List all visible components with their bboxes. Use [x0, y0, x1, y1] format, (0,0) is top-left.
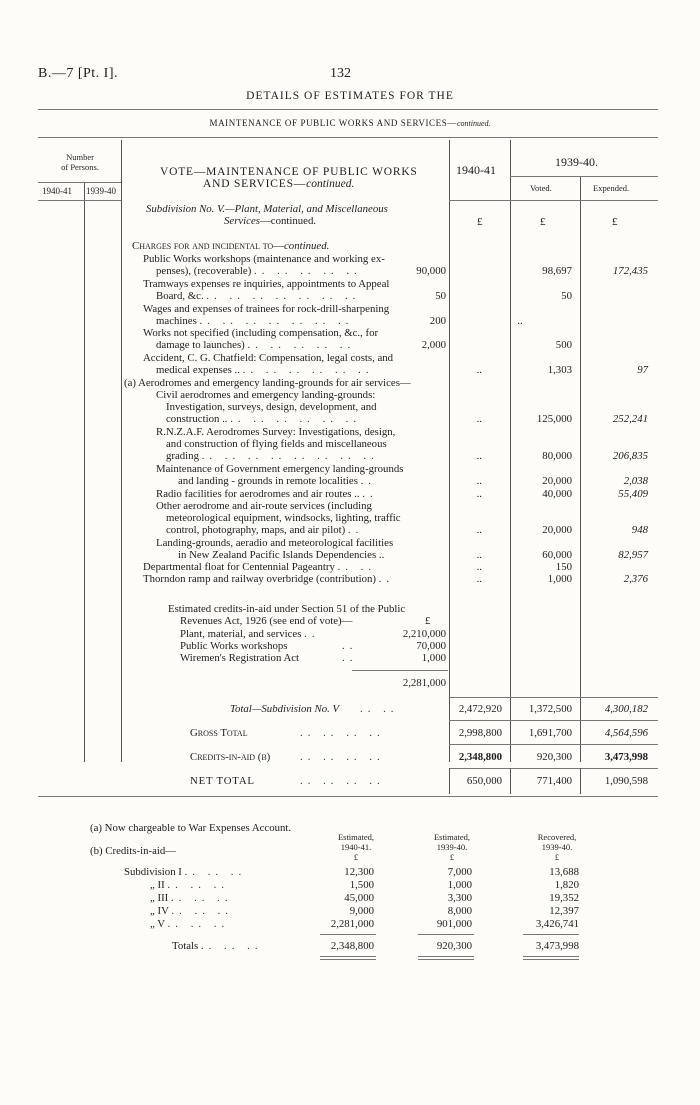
credit-row-value: 9,000 [349, 905, 374, 917]
credit-item: Plant, material, and services .. [180, 628, 320, 640]
charges-heading: Charges for and incidental to—continued. [132, 240, 330, 252]
voted-value: 60,000 [542, 549, 572, 561]
item-line: (a) Aerodromes and emergency landing-grounds for air services— [124, 377, 411, 389]
item-line: Landing-grounds, aeradio and meteorological facilities [156, 537, 394, 549]
item-line: penses), (recoverable) .. .. .. .. .. [156, 265, 362, 277]
divider [38, 109, 658, 110]
expended-value: 252,241 [612, 413, 648, 425]
credit-row-value: 12,300 [344, 866, 374, 878]
divider [38, 200, 121, 201]
leader-dots: .. .. .. .. [300, 751, 385, 763]
estimate-value: .. [476, 561, 482, 573]
expended-value: 206,835 [612, 450, 648, 462]
divider [352, 670, 448, 671]
voted-value: 98,697 [542, 265, 572, 277]
column-rule [510, 140, 511, 762]
estimate-value: .. [476, 475, 482, 487]
column-rule [580, 768, 581, 794]
estimate-value: .. [476, 549, 482, 561]
footnote-b: (b) Credits-in-aid— [90, 845, 177, 857]
item-line: machines .. .. .. .. .. .. .. [156, 315, 354, 327]
pound-sign: £ [554, 852, 560, 862]
total-value: 1,691,700 [528, 727, 572, 739]
persons-year-1939: 1939-40 [86, 186, 116, 196]
pound-sign: £ [425, 615, 431, 627]
credits-in-aid-label: Credits-in-aid (b) [190, 751, 271, 763]
rec-1939-40-header-2: 1939-40. [541, 842, 573, 852]
divider [418, 934, 474, 935]
voted-value: 20,000 [542, 475, 572, 487]
divider [38, 182, 121, 183]
credit-row-value: 7,000 [447, 866, 472, 878]
expended-value: 55,409 [618, 488, 648, 500]
total-value: 920,300 [536, 751, 572, 763]
estimate-value: 90,000 [416, 265, 446, 277]
credit-row-label: „ II .. .. .. [150, 879, 229, 891]
credit-row-value: 8,000 [447, 905, 472, 917]
totals-value: 2,348,800 [330, 940, 374, 952]
divider [523, 956, 579, 957]
document-reference: B.—7 [Pt. I]. [38, 66, 118, 81]
est-1940-41-header-2: 1940-41. [340, 842, 372, 852]
item-line: Investigation, surveys, design, development, and [166, 401, 377, 413]
estimate-value: 200 [429, 315, 446, 327]
column-rule [121, 140, 122, 762]
divider [418, 959, 474, 960]
divider [320, 956, 376, 957]
credit-row-label: „ III .. .. .. [150, 892, 233, 904]
page-title: DETAILS OF ESTIMATES FOR THE [246, 90, 454, 102]
credit-row-value: 13,688 [549, 866, 579, 878]
pound-sign: £ [353, 852, 359, 862]
expended-value: 2,038 [623, 475, 648, 487]
total-value: 4,300,182 [604, 703, 648, 715]
total-value: 4,564,596 [604, 727, 648, 739]
est-1939-40-header-2: 1939-40. [436, 842, 468, 852]
voted-value: 20,000 [542, 524, 572, 536]
pound-sign: £ [540, 216, 546, 228]
item-line: Wages and expenses of trainees for rock-drill-sharpening [143, 303, 390, 315]
credits-intro-2: Revenues Act, 1926 (see end of vote)— [180, 615, 353, 627]
item-line: grading .. .. .. .. .. .. .. .. [166, 450, 379, 462]
item-line: Works not specified (including compensation, &c., for [143, 327, 379, 339]
voted-value: 80,000 [542, 450, 572, 462]
credit-row-value: 1,000 [447, 879, 472, 891]
voted-value: 1,303 [547, 364, 572, 376]
divider [38, 137, 658, 138]
totals-value: 3,473,998 [535, 940, 579, 952]
estimate-value: .. [476, 413, 482, 425]
total-value: 1,372,500 [528, 703, 572, 715]
total-value: 2,348,800 [458, 751, 502, 763]
gross-total-label: Gross Total [190, 727, 248, 739]
divider [449, 720, 658, 721]
estimate-value: .. [476, 488, 482, 500]
divider [523, 934, 579, 935]
item-line: Civil aerodromes and emergency landing-grounds: [156, 389, 376, 401]
item-line: Accident, C. G. Chatfield: Compensation, legal costs, and [143, 352, 394, 364]
divider [449, 697, 658, 698]
item-line: meteorological equipment, windsocks, lighting, traffic [166, 512, 401, 524]
credit-value: 70,000 [416, 640, 446, 652]
voted-value: .. [517, 315, 523, 327]
item-line: construction .. .. .. .. .. .. .. [166, 413, 362, 425]
expended-header: Expended. [593, 183, 630, 193]
vote-heading: VOTE—MAINTENANCE OF PUBLIC WORKS [160, 166, 418, 178]
credit-item: Wiremen's Registration Act [180, 652, 300, 664]
total-value: 3,473,998 [604, 751, 648, 763]
total-value: 2,998,800 [458, 727, 502, 739]
rec-1939-40-header: Recovered, [537, 832, 577, 842]
item-line: and construction of flying fields and miscellaneous [166, 438, 387, 450]
column-rule [84, 182, 85, 762]
item-line: Public Works workshops (maintenance and working ex- [143, 253, 385, 265]
credit-row-label: „ IV .. .. .. [150, 905, 233, 917]
item-line: and landing - grounds in remote localities .. [178, 475, 377, 487]
credit-row-value: 1,820 [554, 879, 579, 891]
credit-row-label: „ V .. .. .. [150, 918, 230, 930]
subdivision-total-label: Total—Subdivision No. V [230, 703, 340, 715]
divider [449, 768, 658, 769]
persons-year-1940: 1940-41 [42, 186, 72, 196]
credits-total: 2,281,000 [402, 677, 446, 689]
credit-item: Public Works workshops [180, 640, 288, 652]
column-rule [580, 176, 581, 762]
net-total-label: NET TOTAL [190, 775, 255, 787]
credit-value: 2,210,000 [402, 628, 446, 640]
credit-row-value: 2,281,000 [330, 918, 374, 930]
credit-row-value: 901,000 [436, 918, 472, 930]
divider [523, 959, 579, 960]
est-1940-41-header: Estimated, [337, 832, 375, 842]
expended-value: 172,435 [612, 265, 648, 277]
item-line: Other aerodrome and air-route services (including [156, 500, 372, 512]
total-value: 1,090,598 [604, 775, 648, 787]
leader-dots: .. .. .. .. [300, 775, 385, 787]
divider [320, 959, 376, 960]
item-line: Thorndon ramp and railway overbridge (contribution) .. [143, 573, 395, 585]
item-line: Radio facilities for aerodromes and air routes .. .. [156, 488, 378, 500]
voted-value: 125,000 [536, 413, 572, 425]
item-line: Departmental float for Centennial Pageantry .. .. [143, 561, 377, 573]
item-line: control, photography, maps, and air pilot) .. [166, 524, 364, 536]
divider [449, 200, 658, 201]
credits-intro: Estimated credits-in-aid under Section 51 of the Public [168, 603, 406, 615]
credit-row-value: 3,300 [447, 892, 472, 904]
page-number: 132 [330, 66, 351, 81]
est-1939-40-header: Estimated, [433, 832, 471, 842]
persons-header: Number of Persons. [61, 152, 99, 172]
pound-sign: £ [449, 852, 455, 862]
voted-value: 50 [561, 290, 572, 302]
item-line: damage to launches) .. .. .. .. .. [156, 339, 356, 351]
column-rule [510, 768, 511, 794]
divider [418, 956, 474, 957]
year-1939-40-header: 1939-40. [555, 155, 598, 169]
pound-sign: £ [477, 216, 483, 228]
totals-label: Totals .. .. .. [172, 940, 263, 952]
estimate-value: 50 [435, 290, 446, 302]
footnote-a: (a) Now chargeable to War Expenses Account. [90, 822, 292, 834]
totals-value: 920,300 [436, 940, 472, 952]
leader-dots: .. .. [360, 703, 399, 715]
estimate-value: .. [476, 524, 482, 536]
credit-value: 1,000 [421, 652, 446, 664]
pound-sign: £ [612, 216, 618, 228]
expended-value: 948 [631, 524, 648, 536]
credit-row-label: Subdivision I .. .. .. [124, 866, 247, 878]
item-line: in New Zealand Pacific Islands Dependencies .. [178, 549, 385, 561]
vote-heading-2: AND SERVICES—continued. [203, 178, 355, 190]
divider [320, 934, 376, 935]
credit-row-value: 3,426,741 [535, 918, 579, 930]
credit-row-value: 19,352 [549, 892, 579, 904]
leader-dots: .. [342, 652, 358, 664]
item-line: Maintenance of Government emergency landing-grounds [156, 463, 404, 475]
subdivision-title: Subdivision No. V.—Plant, Material, and Miscellaneous [146, 203, 388, 215]
estimate-value: .. [476, 573, 482, 585]
total-value: 771,400 [536, 775, 572, 787]
page-subtitle: MAINTENANCE OF PUBLIC WORKS AND SERVICES—continued. [209, 118, 491, 128]
item-line: Board, &c. .. .. .. .. .. .. .. [156, 290, 361, 302]
divider [38, 796, 658, 797]
expended-value: 97 [637, 364, 648, 376]
divider [510, 176, 658, 177]
item-line: R.N.Z.A.F. Aerodromes Survey: Investigations, design, [156, 426, 396, 438]
voted-value: 150 [555, 561, 572, 573]
estimate-value: .. [476, 450, 482, 462]
expended-value: 82,957 [618, 549, 648, 561]
voted-value: 40,000 [542, 488, 572, 500]
voted-value: 500 [555, 339, 572, 351]
divider [449, 744, 658, 745]
credit-row-value: 1,500 [349, 879, 374, 891]
credit-row-value: 12,397 [549, 905, 579, 917]
voted-header: Voted. [530, 183, 552, 193]
total-value: 2,472,920 [458, 703, 502, 715]
leader-dots: .. .. .. .. [300, 727, 385, 739]
leader-dots: .. [342, 640, 358, 652]
estimate-value: .. [476, 364, 482, 376]
voted-value: 1,000 [547, 573, 572, 585]
item-line: Tramways expenses re inquiries, appointments to Appeal [143, 278, 390, 290]
estimate-value: 2,000 [421, 339, 446, 351]
subdivision-title-2: Services—continued. [224, 215, 317, 227]
total-value: 650,000 [466, 775, 502, 787]
year-1940-41-header: 1940-41 [456, 163, 496, 177]
expended-value: 2,376 [623, 573, 648, 585]
item-line: medical expenses .. .. .. .. .. .. .. [156, 364, 374, 376]
credit-row-value: 45,000 [344, 892, 374, 904]
